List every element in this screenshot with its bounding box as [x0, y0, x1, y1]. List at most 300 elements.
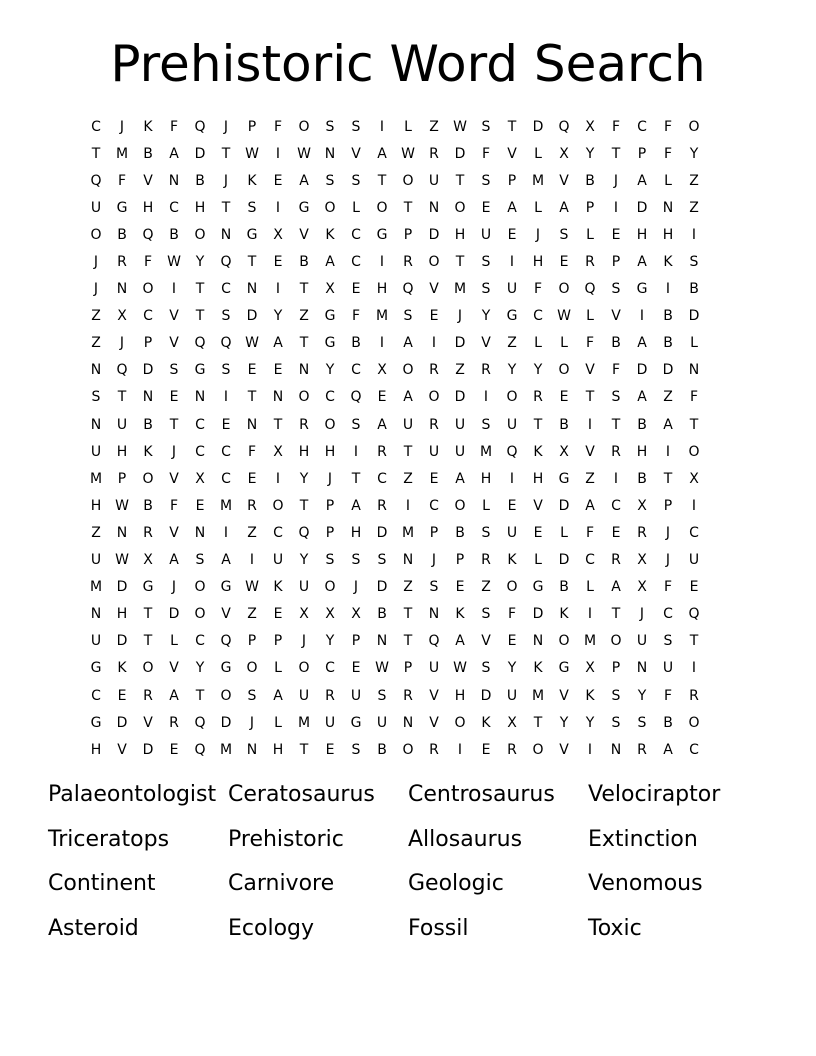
- grid-letter: Z: [689, 172, 699, 189]
- grid-letter: B: [299, 254, 309, 271]
- grid-letter: X: [585, 660, 595, 677]
- grid-letter: T: [247, 254, 257, 271]
- grid-letter: R: [507, 741, 517, 758]
- grid-letter: I: [587, 416, 593, 433]
- grid-letter: H: [636, 443, 648, 460]
- grid-letter: U: [506, 524, 518, 541]
- grid-letter: D: [688, 308, 700, 325]
- grid-letter: C: [533, 308, 543, 325]
- grid-letter: J: [223, 118, 229, 135]
- grid-letter: R: [533, 389, 543, 406]
- grid-letter: O: [246, 660, 258, 677]
- grid-letter: S: [377, 552, 387, 569]
- grid-letter: B: [663, 714, 673, 731]
- grid-row: [83, 438, 733, 465]
- grid-letter: U: [480, 226, 492, 243]
- grid-letter: D: [636, 362, 648, 379]
- grid-letter: A: [221, 552, 231, 569]
- grid-letter: Y: [637, 687, 647, 704]
- grid-letter: U: [454, 443, 466, 460]
- grid-letter: V: [143, 714, 153, 731]
- grid-row: [83, 411, 733, 438]
- grid-letter: S: [611, 714, 621, 731]
- grid-letter: E: [273, 172, 283, 189]
- grid-letter: N: [428, 199, 440, 216]
- grid-letter: T: [143, 606, 153, 623]
- grid-letter: O: [454, 199, 466, 216]
- grid-letter: U: [506, 687, 518, 704]
- grid-letter: G: [506, 308, 518, 325]
- grid-letter: D: [220, 714, 232, 731]
- grid-letter: A: [273, 335, 283, 352]
- grid-letter: A: [169, 687, 179, 704]
- grid-letter: K: [273, 579, 283, 596]
- grid-letter: N: [246, 741, 258, 758]
- grid-letter: C: [325, 389, 335, 406]
- grid-letter: D: [116, 633, 128, 650]
- grid-letter: X: [273, 443, 283, 460]
- grid-letter: S: [611, 389, 621, 406]
- grid-letter: C: [351, 254, 361, 271]
- word-bank-item: Toxic: [588, 916, 642, 942]
- word-bank-item: Continent: [48, 871, 156, 897]
- grid-letter: V: [481, 335, 491, 352]
- grid-letter: P: [637, 145, 647, 162]
- grid-letter: O: [376, 199, 388, 216]
- grid-letter: C: [689, 741, 699, 758]
- grid-letter: Z: [91, 308, 101, 325]
- grid-row: [83, 303, 733, 330]
- grid-letter: H: [376, 281, 388, 298]
- grid-letter: H: [142, 199, 154, 216]
- grid-letter: N: [246, 416, 258, 433]
- grid-letter: P: [325, 497, 335, 514]
- grid-letter: Z: [403, 470, 413, 487]
- grid-letter: O: [532, 741, 544, 758]
- grid-letter: S: [351, 172, 361, 189]
- grid-letter: E: [611, 524, 621, 541]
- grid-letter: T: [611, 606, 621, 623]
- grid-letter: E: [481, 199, 491, 216]
- grid-letter: E: [247, 362, 257, 379]
- grid-letter: E: [169, 741, 179, 758]
- grid-letter: M: [479, 443, 493, 460]
- grid-letter: I: [509, 254, 515, 271]
- grid-letter: I: [587, 606, 593, 623]
- grid-letter: E: [559, 389, 569, 406]
- grid-letter: T: [455, 254, 465, 271]
- grid-letter: U: [662, 660, 674, 677]
- grid-letter: A: [377, 416, 387, 433]
- grid-letter: B: [117, 226, 127, 243]
- grid-letter: Q: [194, 118, 206, 135]
- grid-letter: R: [143, 687, 153, 704]
- grid-letter: I: [275, 145, 281, 162]
- grid-letter: E: [559, 254, 569, 271]
- grid-letter: H: [454, 687, 466, 704]
- grid-letter: T: [351, 470, 361, 487]
- grid-letter: E: [377, 389, 387, 406]
- grid-letter: J: [249, 714, 255, 731]
- grid-letter: R: [611, 552, 621, 569]
- grid-letter: Z: [689, 199, 699, 216]
- grid-letter: A: [663, 741, 673, 758]
- grid-letter: N: [298, 362, 310, 379]
- grid-letter: Y: [585, 714, 595, 731]
- grid-letter: F: [689, 389, 699, 406]
- grid-letter: F: [117, 172, 127, 189]
- grid-letter: W: [245, 335, 259, 352]
- grid-letter: F: [663, 145, 673, 162]
- grid-letter: W: [115, 497, 129, 514]
- grid-letter: Q: [584, 281, 596, 298]
- grid-letter: Q: [220, 335, 232, 352]
- grid-letter: C: [351, 362, 361, 379]
- grid-letter: I: [587, 741, 593, 758]
- grid-letter: J: [535, 226, 541, 243]
- grid-letter: D: [246, 308, 258, 325]
- grid-row: [83, 628, 733, 655]
- grid-letter: U: [298, 687, 310, 704]
- grid-letter: I: [691, 226, 697, 243]
- grid-letter: K: [481, 714, 491, 731]
- grid-letter: B: [585, 172, 595, 189]
- grid-letter: B: [637, 416, 647, 433]
- grid-letter: Y: [299, 470, 309, 487]
- grid-letter: N: [324, 145, 336, 162]
- grid-letter: Q: [350, 389, 362, 406]
- grid-letter: D: [662, 362, 674, 379]
- grid-letter: Z: [247, 524, 257, 541]
- grid-letter: F: [351, 308, 361, 325]
- grid-letter: S: [611, 687, 621, 704]
- grid-letter: Y: [507, 660, 517, 677]
- grid-letter: K: [533, 660, 543, 677]
- grid-letter: F: [481, 145, 491, 162]
- grid-letter: O: [688, 714, 700, 731]
- grid-letter: Z: [91, 335, 101, 352]
- grid-letter: K: [325, 226, 335, 243]
- grid-letter: Z: [299, 308, 309, 325]
- grid-letter: X: [585, 118, 595, 135]
- grid-letter: B: [559, 416, 569, 433]
- grid-letter: M: [89, 470, 103, 487]
- grid-letter: A: [273, 687, 283, 704]
- grid-letter: W: [453, 660, 467, 677]
- grid-letter: S: [611, 281, 621, 298]
- grid-letter: T: [143, 633, 153, 650]
- grid-row: [83, 140, 733, 167]
- grid-letter: U: [90, 633, 102, 650]
- grid-letter: W: [245, 145, 259, 162]
- grid-letter: C: [221, 470, 231, 487]
- grid-letter: O: [558, 633, 570, 650]
- grid-letter: D: [116, 579, 128, 596]
- grid-letter: N: [376, 633, 388, 650]
- grid-letter: E: [507, 226, 517, 243]
- grid-letter: N: [662, 199, 674, 216]
- grid-letter: R: [429, 362, 439, 379]
- grid-letter: N: [246, 281, 258, 298]
- grid-letter: O: [142, 281, 154, 298]
- grid-letter: H: [532, 470, 544, 487]
- grid-letter: Y: [507, 362, 517, 379]
- grid-letter: A: [611, 579, 621, 596]
- grid-letter: N: [220, 226, 232, 243]
- grid-letter: S: [195, 552, 205, 569]
- grid-letter: S: [351, 118, 361, 135]
- grid-letter: H: [90, 741, 102, 758]
- grid-letter: L: [404, 118, 412, 135]
- grid-letter: U: [428, 443, 440, 460]
- grid-letter: R: [637, 741, 647, 758]
- grid-row: [83, 248, 733, 275]
- grid-letter: F: [533, 281, 543, 298]
- grid-letter: E: [169, 389, 179, 406]
- grid-letter: A: [455, 470, 465, 487]
- grid-letter: S: [481, 660, 491, 677]
- grid-letter: O: [142, 660, 154, 677]
- grid-letter: Z: [91, 524, 101, 541]
- grid-letter: O: [298, 660, 310, 677]
- grid-letter: O: [506, 389, 518, 406]
- grid-letter: K: [533, 443, 543, 460]
- grid-letter: L: [534, 552, 542, 569]
- grid-letter: J: [431, 552, 437, 569]
- grid-letter: R: [611, 443, 621, 460]
- grid-letter: O: [194, 579, 206, 596]
- grid-letter: B: [169, 226, 179, 243]
- grid-row: [83, 276, 733, 303]
- grid-letter: R: [637, 524, 647, 541]
- grid-letter: P: [585, 199, 595, 216]
- grid-row: [83, 465, 733, 492]
- grid-letter: P: [273, 633, 283, 650]
- grid-letter: Q: [194, 741, 206, 758]
- grid-letter: C: [221, 443, 231, 460]
- grid-letter: B: [689, 281, 699, 298]
- grid-letter: V: [117, 741, 127, 758]
- grid-letter: C: [273, 524, 283, 541]
- grid-letter: M: [531, 687, 545, 704]
- grid-letter: O: [272, 497, 284, 514]
- grid-letter: V: [533, 497, 543, 514]
- grid-letter: U: [428, 172, 440, 189]
- grid-letter: L: [560, 335, 568, 352]
- grid-letter: D: [454, 335, 466, 352]
- grid-letter: T: [533, 714, 543, 731]
- grid-letter: A: [377, 145, 387, 162]
- grid-letter: N: [116, 281, 128, 298]
- grid-letter: U: [272, 552, 284, 569]
- grid-letter: K: [585, 687, 595, 704]
- word-bank-item: Allosaurus: [408, 826, 523, 852]
- grid-letter: S: [247, 687, 257, 704]
- grid-letter: C: [195, 443, 205, 460]
- grid-letter: K: [143, 443, 153, 460]
- grid-letter: K: [559, 606, 569, 623]
- grid-letter: S: [247, 199, 257, 216]
- grid-letter: C: [195, 633, 205, 650]
- grid-letter: E: [689, 579, 699, 596]
- grid-letter: P: [325, 524, 335, 541]
- grid-letter: V: [429, 687, 439, 704]
- grid-letter: I: [509, 470, 515, 487]
- grid-letter: T: [403, 199, 413, 216]
- grid-letter: X: [299, 606, 309, 623]
- grid-letter: U: [90, 443, 102, 460]
- grid-row: [83, 357, 733, 384]
- grid-letter: A: [403, 389, 413, 406]
- grid-letter: J: [327, 470, 333, 487]
- grid-letter: O: [558, 362, 570, 379]
- grid-letter: B: [663, 308, 673, 325]
- grid-letter: Y: [273, 308, 283, 325]
- grid-letter: Y: [481, 308, 491, 325]
- grid-letter: Z: [585, 470, 595, 487]
- grid-letter: V: [221, 606, 231, 623]
- grid-letter: T: [299, 281, 309, 298]
- grid-letter: U: [350, 687, 362, 704]
- grid-letter: Q: [220, 633, 232, 650]
- grid-letter: I: [483, 389, 489, 406]
- grid-letter: A: [637, 254, 647, 271]
- grid-letter: R: [481, 552, 491, 569]
- grid-letter: M: [401, 524, 415, 541]
- grid-letter: B: [377, 606, 387, 623]
- grid-letter: J: [119, 335, 125, 352]
- grid-letter: D: [194, 145, 206, 162]
- grid-letter: O: [402, 741, 414, 758]
- grid-letter: C: [663, 606, 673, 623]
- grid-letter: L: [534, 335, 542, 352]
- grid-letter: C: [195, 416, 205, 433]
- grid-letter: I: [457, 741, 463, 758]
- grid-letter: E: [247, 470, 257, 487]
- grid-letter: A: [637, 389, 647, 406]
- grid-letter: P: [507, 172, 517, 189]
- grid-letter: A: [663, 416, 673, 433]
- grid-letter: N: [90, 606, 102, 623]
- grid-letter: X: [117, 308, 127, 325]
- grid-letter: T: [403, 443, 413, 460]
- grid-letter: R: [429, 741, 439, 758]
- grid-letter: X: [559, 443, 569, 460]
- grid-letter: B: [637, 470, 647, 487]
- grid-letter: D: [480, 687, 492, 704]
- grid-letter: A: [637, 172, 647, 189]
- grid-row: [83, 330, 733, 357]
- grid-letter: R: [299, 416, 309, 433]
- grid-letter: L: [560, 524, 568, 541]
- grid-letter: E: [117, 687, 127, 704]
- grid-letter: Q: [142, 226, 154, 243]
- grid-letter: Q: [428, 633, 440, 650]
- grid-letter: E: [507, 633, 517, 650]
- grid-letter: O: [324, 416, 336, 433]
- grid-letter: P: [455, 552, 465, 569]
- grid-letter: O: [428, 389, 440, 406]
- grid-letter: L: [274, 714, 282, 731]
- grid-letter: S: [325, 552, 335, 569]
- word-bank-item: Triceratops: [48, 826, 170, 852]
- grid-letter: T: [117, 389, 127, 406]
- grid-letter: R: [689, 687, 699, 704]
- grid-letter: R: [117, 254, 127, 271]
- grid-letter: G: [220, 579, 232, 596]
- grid-letter: X: [195, 470, 205, 487]
- grid-letter: S: [429, 579, 439, 596]
- grid-letter: I: [613, 199, 619, 216]
- grid-letter: C: [689, 524, 699, 541]
- grid-letter: I: [379, 335, 385, 352]
- grid-letter: N: [90, 416, 102, 433]
- grid-letter: V: [169, 335, 179, 352]
- grid-letter: R: [169, 714, 179, 731]
- grid-letter: S: [91, 389, 101, 406]
- grid-letter: U: [324, 714, 336, 731]
- grid-letter: Q: [220, 254, 232, 271]
- grid-row: [83, 736, 733, 763]
- grid-letter: H: [350, 524, 362, 541]
- grid-letter: V: [143, 172, 153, 189]
- grid-letter: U: [402, 416, 414, 433]
- grid-letter: U: [636, 633, 648, 650]
- grid-letter: P: [429, 524, 439, 541]
- grid-letter: E: [273, 362, 283, 379]
- word-bank-item: Asteroid: [48, 916, 139, 942]
- grid-row: [83, 519, 733, 546]
- grid-letter: D: [532, 118, 544, 135]
- grid-letter: V: [559, 172, 569, 189]
- grid-letter: I: [691, 497, 697, 514]
- word-bank-item: Centrosaurus: [408, 782, 555, 807]
- grid-letter: Q: [688, 606, 700, 623]
- grid-letter: U: [298, 579, 310, 596]
- grid-letter: X: [325, 606, 335, 623]
- grid-letter: O: [402, 362, 414, 379]
- grid-letter: P: [403, 226, 413, 243]
- grid-letter: S: [689, 254, 699, 271]
- grid-letter: T: [611, 145, 621, 162]
- grid-letter: S: [325, 172, 335, 189]
- grid-letter: F: [169, 497, 179, 514]
- grid-letter: I: [431, 335, 437, 352]
- grid-letter: O: [298, 118, 310, 135]
- grid-letter: U: [376, 714, 388, 731]
- grid-letter: O: [194, 606, 206, 623]
- grid-letter: K: [663, 254, 673, 271]
- grid-letter: O: [298, 389, 310, 406]
- grid-letter: I: [275, 281, 281, 298]
- grid-letter: F: [585, 524, 595, 541]
- grid-letter: X: [351, 606, 361, 623]
- grid-letter: W: [245, 579, 259, 596]
- grid-letter: S: [325, 118, 335, 135]
- grid-letter: G: [246, 226, 258, 243]
- grid-letter: Z: [247, 606, 257, 623]
- grid-letter: I: [275, 470, 281, 487]
- grid-letter: L: [586, 308, 594, 325]
- grid-letter: P: [247, 633, 257, 650]
- grid-letter: K: [143, 118, 153, 135]
- grid-letter: E: [351, 660, 361, 677]
- grid-letter: C: [351, 226, 361, 243]
- grid-letter: D: [636, 199, 648, 216]
- grid-letter: K: [507, 552, 517, 569]
- grid-letter: L: [534, 145, 542, 162]
- grid-letter: Y: [325, 633, 335, 650]
